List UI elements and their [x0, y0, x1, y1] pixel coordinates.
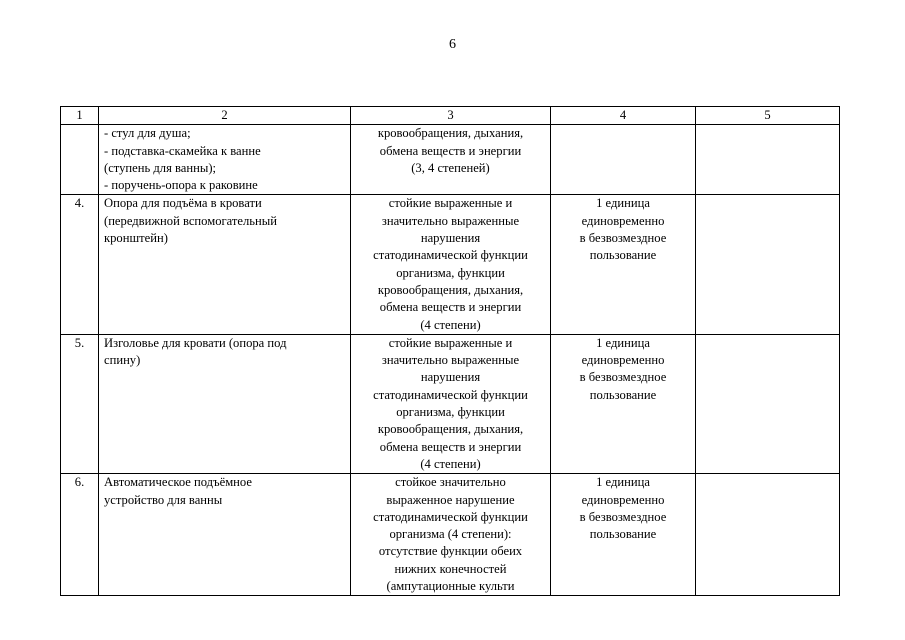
row-number: 5. — [61, 334, 99, 473]
quantity-cell-line: 1 единица — [596, 335, 650, 350]
item-name-cell-line: (ступень для ванны); — [104, 160, 217, 175]
criteria-cell-line: значительно выраженные — [381, 213, 520, 228]
criteria-cell-line: нарушения — [420, 231, 481, 246]
criteria-cell-line: кровообращения, дыхания, — [377, 126, 524, 141]
column-number-5: 5 — [696, 107, 840, 125]
table-row — [61, 125, 840, 195]
item-name-cell — [99, 474, 351, 596]
criteria-cell-line: (3, 4 степеней) — [411, 160, 490, 175]
criteria-cell — [351, 334, 551, 473]
quantity-cell-line: в безвозмездное — [579, 370, 667, 385]
criteria-cell — [351, 195, 551, 334]
criteria-cell-line: организма, функции — [396, 265, 505, 280]
item-name-cell-line: - стул для душа; — [104, 126, 191, 141]
column-number-4: 4 — [551, 107, 696, 125]
column-number-1: 1 — [61, 107, 99, 125]
criteria-cell-line: статодинамической функции — [373, 509, 528, 524]
criteria-cell-line: кровообращения, дыхания, — [377, 422, 524, 437]
criteria-cell-line: отсутствие функции обеих — [378, 544, 523, 559]
criteria-cell-line: обмена веществ и энергии — [379, 143, 522, 158]
criteria-cell-line: обмена веществ и энергии — [379, 300, 522, 315]
column-5-cell — [696, 334, 840, 473]
item-name-cell-line: Опора для подъёма в кровати — [104, 196, 262, 211]
table-header-row — [61, 107, 840, 125]
item-name-cell — [99, 125, 351, 195]
criteria-cell-line: кровообращения, дыхания, — [377, 282, 524, 297]
column-number-2: 2 — [99, 107, 351, 125]
criteria-cell — [351, 474, 551, 596]
aids-table — [60, 106, 840, 596]
criteria-cell-line: обмена веществ и энергии — [379, 439, 522, 454]
quantity-cell-line: пользование — [589, 387, 657, 402]
column-5-cell — [696, 195, 840, 334]
criteria-cell-line: значительно выраженные — [381, 353, 520, 368]
criteria-cell — [351, 125, 551, 195]
page-number: 6 — [449, 37, 456, 52]
quantity-cell-line: в безвозмездное — [579, 509, 667, 524]
criteria-cell-line: (4 степени) — [420, 317, 481, 332]
table-row — [61, 334, 840, 473]
quantity-cell-line: в безвозмездное — [579, 231, 667, 246]
quantity-cell-line: единовременно — [581, 492, 665, 507]
criteria-cell-line: нижних конечностей — [394, 561, 507, 576]
quantity-cell — [551, 195, 696, 334]
item-name-cell-line: устройство для ванны — [104, 492, 223, 507]
row-number: 4. — [61, 195, 99, 334]
column-number-3: 3 — [351, 107, 551, 125]
item-name-cell-line: - поручень-опора к раковине — [104, 178, 258, 193]
item-name-cell — [99, 334, 351, 473]
quantity-cell-line: единовременно — [581, 213, 665, 228]
criteria-cell-line: нарушения — [420, 370, 481, 385]
row-number: 6. — [61, 474, 99, 596]
criteria-cell-line: стойкие выраженные и — [388, 196, 513, 211]
item-name-cell-line: Изголовье для кровати (опора под — [104, 335, 287, 350]
quantity-cell — [551, 125, 696, 195]
criteria-cell-line: (ампутационные культи — [386, 579, 515, 594]
item-name-cell-line: Автоматическое подъёмное — [104, 475, 252, 490]
criteria-cell-line: статодинамической функции — [373, 387, 528, 402]
row-number — [61, 125, 99, 195]
item-name-cell-line: спину) — [104, 353, 141, 368]
quantity-cell-line: 1 единица — [596, 475, 650, 490]
quantity-cell — [551, 474, 696, 596]
criteria-cell-line: организма (4 степени): — [389, 527, 512, 542]
quantity-cell-line: пользование — [589, 248, 657, 263]
column-5-cell — [696, 474, 840, 596]
criteria-cell-line: стойкое значительно — [395, 475, 506, 490]
criteria-cell-line: стойкие выраженные и — [388, 335, 513, 350]
table-row — [61, 474, 840, 596]
criteria-cell-line: организма, функции — [396, 405, 505, 420]
quantity-cell-line: 1 единица — [596, 196, 650, 211]
quantity-cell-line: единовременно — [581, 353, 665, 368]
quantity-cell — [551, 334, 696, 473]
item-name-cell-line: кронштейн) — [104, 231, 168, 246]
criteria-cell-line: выраженное нарушение — [386, 492, 515, 507]
item-name-cell-line: (передвижной вспомогательный — [104, 213, 277, 228]
quantity-cell-line: пользование — [589, 527, 657, 542]
table-row — [61, 195, 840, 334]
item-name-cell — [99, 195, 351, 334]
column-5-cell — [696, 125, 840, 195]
criteria-cell-line: (4 степени) — [420, 456, 481, 471]
criteria-cell-line: статодинамической функции — [373, 248, 528, 263]
item-name-cell-line: - подставка-скамейка к ванне — [104, 143, 261, 158]
